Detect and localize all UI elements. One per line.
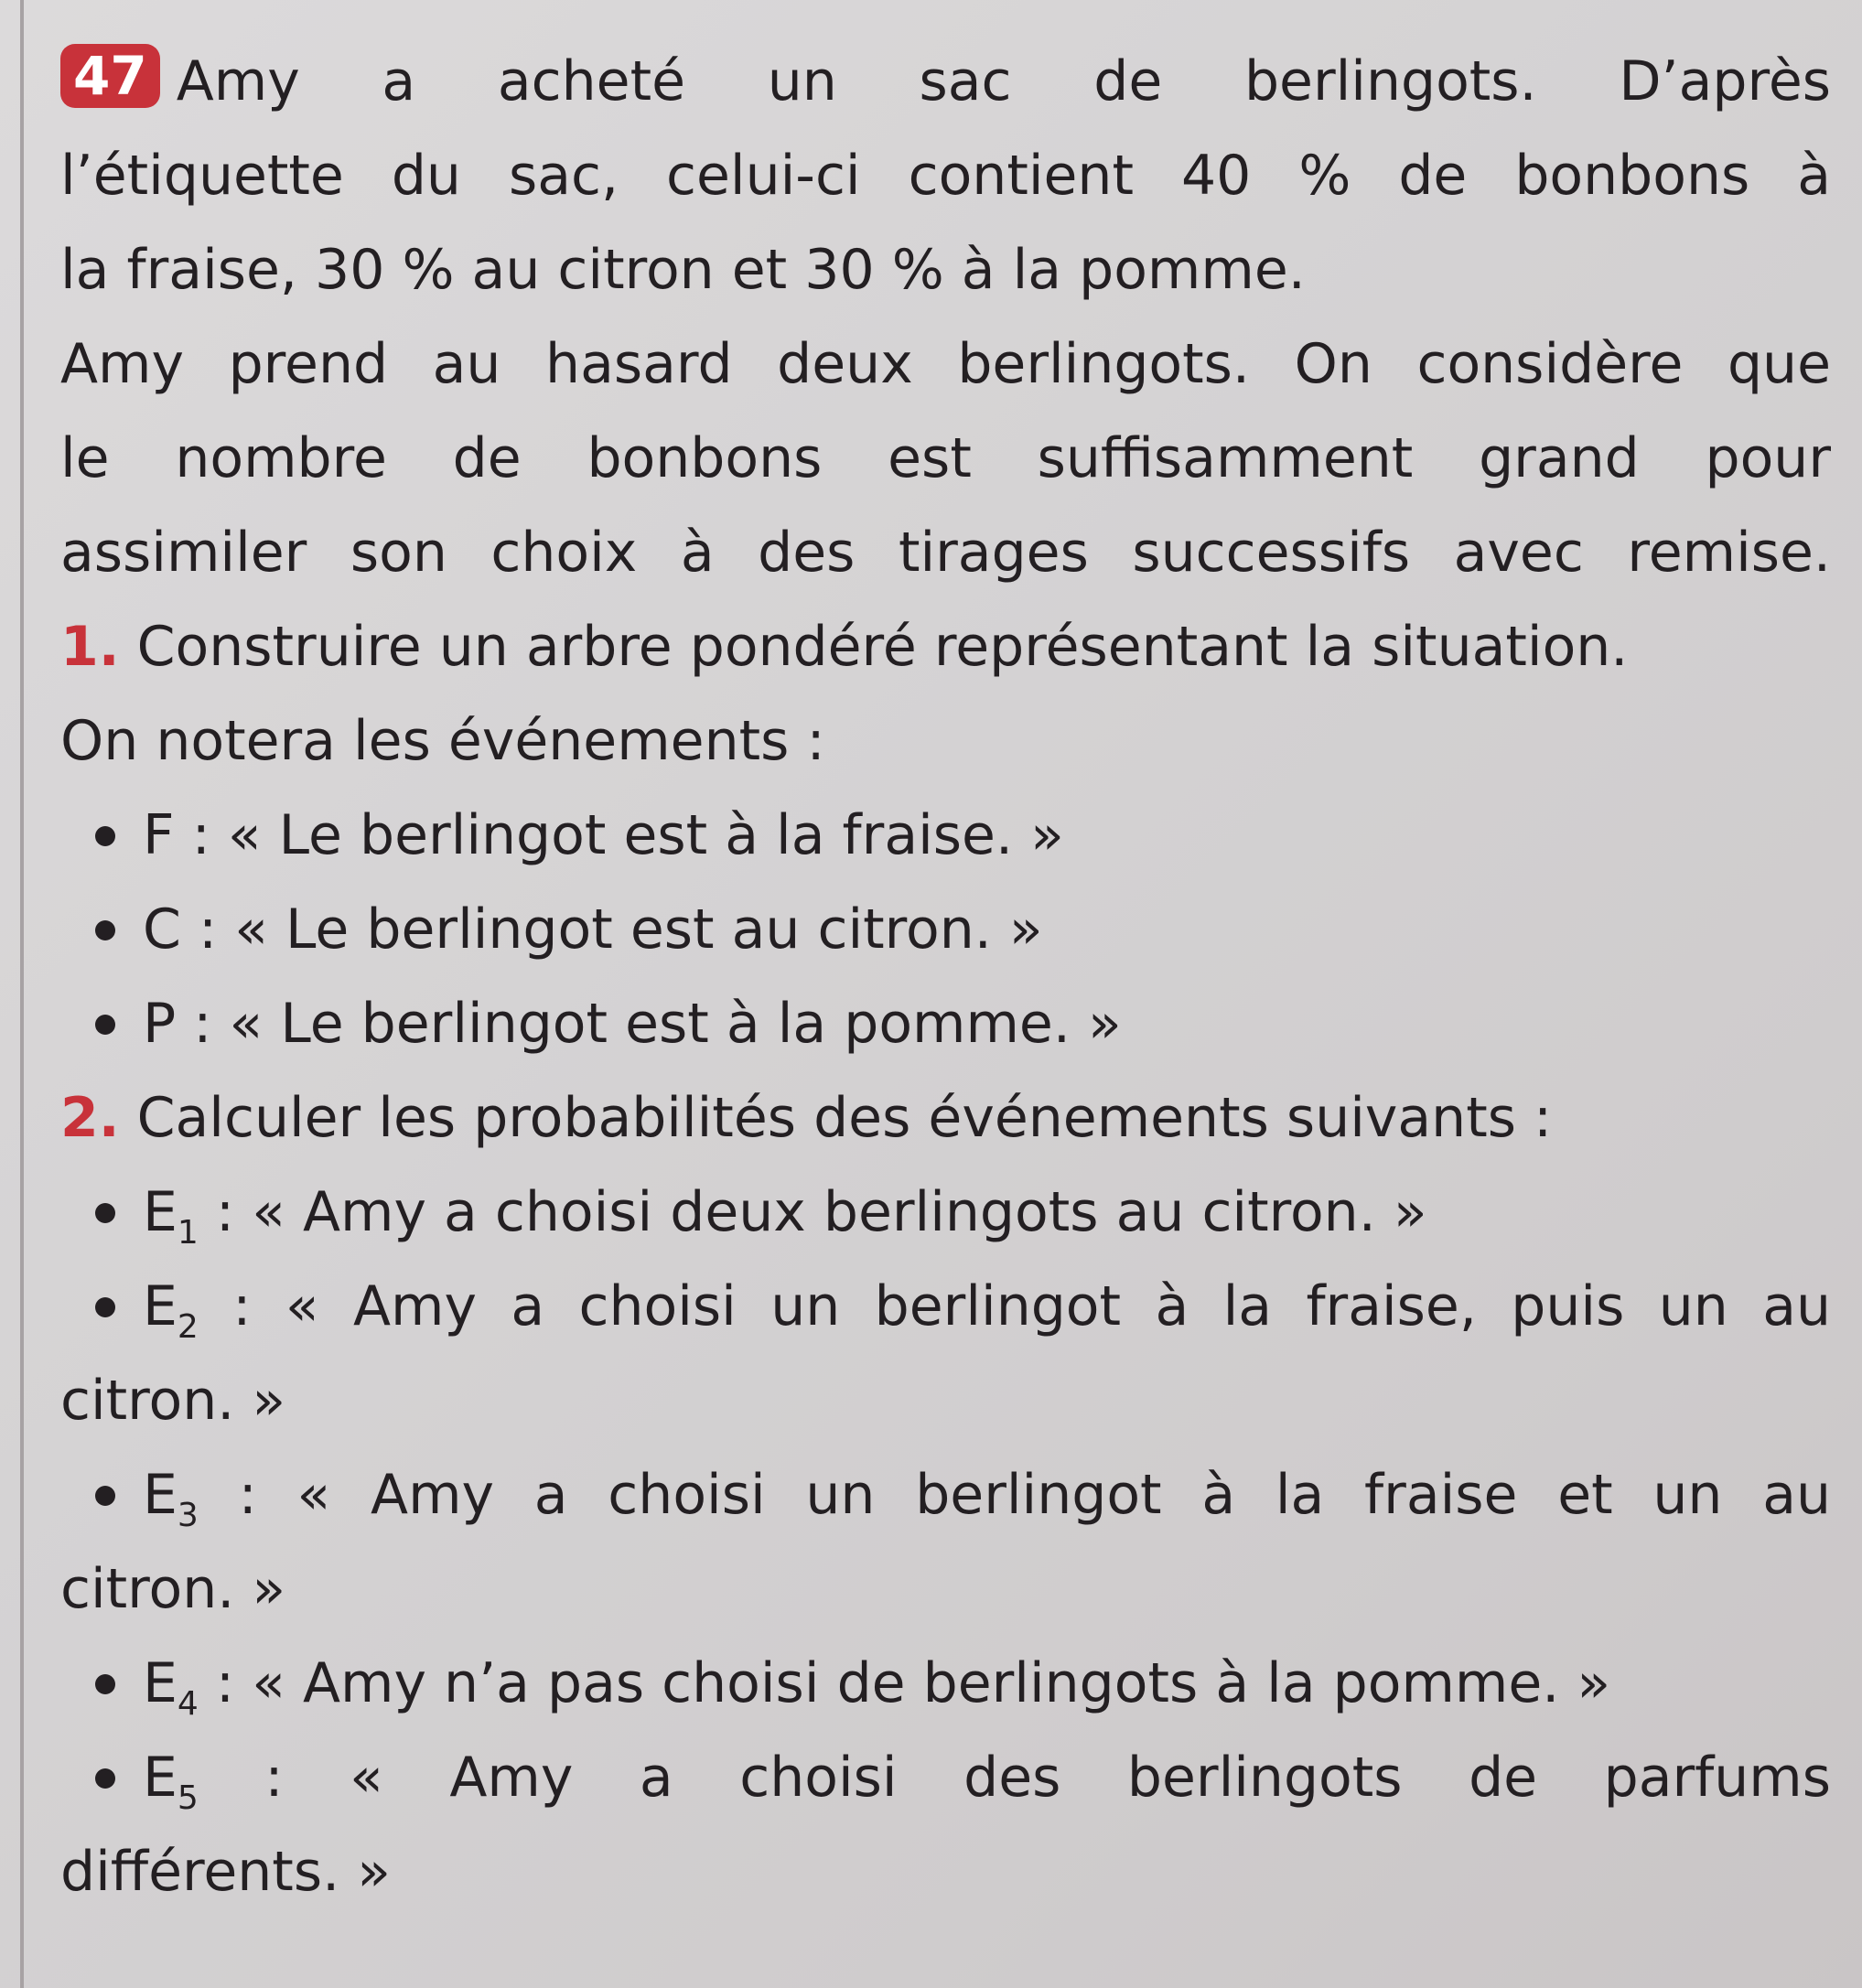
question-1-text: Construire un arbre pondéré représentant la situation. — [136, 615, 1629, 679]
event-E2-index: 2 — [177, 1308, 199, 1346]
event-E4-text: : « Amy n’a pas choisi de berlingots à la pomme. » — [198, 1651, 1611, 1715]
statement-line-5: le nombre de bonbons est suffisamment grand pour — [60, 426, 1831, 490]
statement-line-6: assimiler son choix à des tirages successifs avec remise. — [60, 521, 1831, 585]
question-1-number: 1. — [60, 615, 120, 679]
event-item-P — [60, 977, 1831, 1071]
statement-line-3: la fraise, 30 % au citron et 30 % à la pomme. — [60, 238, 1306, 302]
question-2-number: 2. — [60, 1086, 120, 1150]
margin-rule — [20, 0, 24, 1988]
event-E1-index: 1 — [177, 1214, 199, 1252]
question-2 — [60, 1071, 1831, 1166]
event-item-E4 — [60, 1637, 1831, 1731]
bullet-icon — [95, 920, 115, 940]
event-E5-continuation: différents. » — [60, 1840, 391, 1904]
event-E2-letter: E — [143, 1274, 178, 1338]
event-item-E3 — [60, 1448, 1831, 1542]
exercise-number-badge: 47 — [60, 44, 160, 108]
bullet-icon — [95, 1768, 115, 1789]
event-F-text: F : « Le berlingot est à la fraise. » — [143, 803, 1064, 867]
event-E2-text: : « Amy a choisi un berlingot à la fraise, puis un au — [198, 1274, 1831, 1338]
statement-line-4: Amy prend au hasard deux berlingots. On considère que — [60, 332, 1831, 396]
event-E5-index: 5 — [177, 1779, 199, 1817]
event-E3-index: 3 — [177, 1497, 199, 1534]
event-item-C — [60, 883, 1831, 977]
event-E1-letter: E — [143, 1180, 178, 1244]
bullet-icon — [95, 1203, 115, 1223]
event-E5-letter: E — [143, 1746, 178, 1810]
statement-line-1 — [60, 35, 1831, 129]
statement-text-1: Amy a acheté un sac de berlingots. D’après — [176, 49, 1831, 113]
bullet-icon — [95, 1297, 115, 1317]
event-E2-continuation: citron. » — [60, 1369, 286, 1433]
bullet-icon — [95, 1015, 115, 1035]
question-2-text: Calculer les probabilités des événements suivants : — [136, 1086, 1553, 1150]
event-E3-continuation: citron. » — [60, 1557, 286, 1621]
bullet-icon — [95, 1674, 115, 1694]
event-P-text: P : « Le berlingot est à la pomme. » — [143, 992, 1122, 1056]
exercise-47 — [60, 35, 1831, 1919]
bullet-icon — [95, 1486, 115, 1506]
event-E4-letter: E — [143, 1651, 178, 1715]
event-E4-index: 4 — [177, 1685, 199, 1723]
event-E1-text: : « Amy a choisi deux berlingots au citron. » — [198, 1180, 1427, 1244]
event-item-E1 — [60, 1166, 1831, 1260]
event-item-F — [60, 789, 1831, 883]
event-E3-letter: E — [143, 1463, 178, 1527]
event-item-E2 — [60, 1260, 1831, 1354]
event-item-E5 — [60, 1731, 1831, 1825]
bullet-icon — [95, 826, 115, 846]
question-1-intro: On notera les événements : — [60, 709, 825, 773]
event-C-text: C : « Le berlingot est au citron. » — [143, 897, 1043, 962]
event-E3-text: : « Amy a choisi un berlingot à la fraise et un au — [198, 1463, 1831, 1527]
event-E5-text: : « Amy a choisi des berlingots de parfums — [198, 1746, 1831, 1810]
question-1 — [60, 600, 1831, 694]
statement-line-2: l’étiquette du sac, celui-ci contient 40 % de bonbons à — [60, 144, 1831, 208]
